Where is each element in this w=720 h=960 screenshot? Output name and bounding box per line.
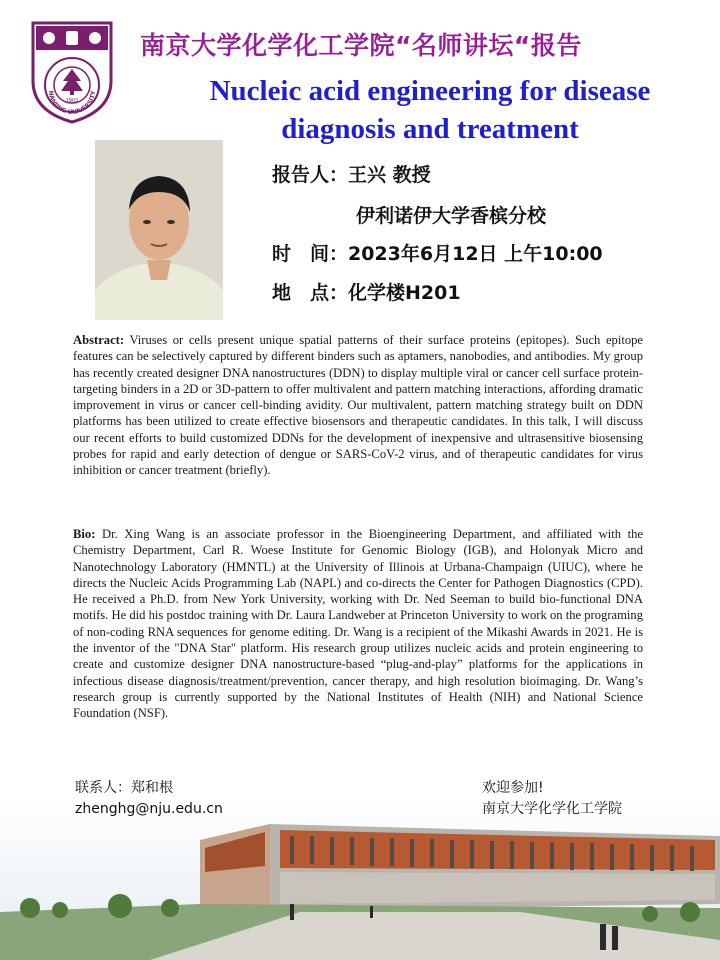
campus-building-image (0, 800, 720, 960)
speaker-label: 报告人： (272, 164, 349, 186)
speaker-row (272, 160, 431, 187)
speaker-name: 王兴 教授 (348, 164, 431, 186)
place-label: 地 点： (272, 282, 349, 304)
organizer-name: 南京大学化学化工学院 (482, 801, 622, 817)
abstract-text: Viruses or cells present unique spatial patterns of their surface proteins (epitopes). Such epitope features can be selectively captured by different binders such as aptamers, nanobodies, and antibodies. My group has recently created designer DNA nanostructures (DDN) to display multiple viral or cancer cell surface protein-targeting binders in a 2D or 3D-pattern to offer multivalent and pattern matching interactions, affording dramatic improvement in virus or cancer cell-binding avidity. Our multivalent, pattern matching strategy built on DDN platforms has been utilized to create effective biosensors and therapeutic candidates. In this talk, I will discuss our recent efforts to build customized DDNs for the development of inexpensive and ultrasensitive biosensing probes for rapid and early detection of dengue or SARS-CoV-2 virus, and of therapeutic candidates for virus inhibition or cancer treatment (briefly). (73, 333, 644, 478)
event-title-cn: 南京大学化学化工学院“名师讲坛“报告 (140, 31, 582, 60)
logo-ring-text: NANJING UNIVERSITY (46, 90, 98, 117)
speaker-photo (95, 140, 223, 320)
contact-block (75, 778, 223, 820)
time-label: 时 间： (272, 243, 349, 265)
building-illustration-icon (0, 800, 720, 960)
abstract-label: Abstract: (73, 333, 125, 347)
speaker-portrait-icon (95, 140, 223, 320)
bio-paragraph (73, 526, 643, 722)
bio-label: Bio: (73, 527, 96, 541)
talk-title (180, 72, 680, 148)
bio-text: Dr. Xing Wang is an associate professor in the Bioengineering Department, and affiliated with the Chemistry Department, Carl R. Woese Institute for Genomic Biology (IGB), and Holonyak Micro and Nanotechnology Laboratory (HMNTL) at the University of Illinois at Urbana-Champaign (UIUC), where he directs the Nucleic Acids Programming Lab (NAPL) and co-directs the Center for Pathogen Diagnostics (CPD). He received a Ph.D. from New York University, working with Dr. Ned Seeman to build bio-functional DNA motifs. He did his postdoc training with Dr. Laura Landweber at Princeton University to work on the programing of non-coding RNA sequences for genome editing. Dr. Wang is a recipient of the Mikashi Awards in 2021. He is the inventor of the "DNA Star" platform. His research group utilizes nucleic acids and protein engineering to create and customize designer DNA nanostructure-based “plug-and-play” platforms for the applications in infectious disease diagnosis/treatment/prevention, cancer therapy, and high resolution bioimaging. Dr. Wang’s research group is currently supported by the National Institutes of Health (NIH) and National Science Foundation (NSF). (73, 527, 643, 721)
contact-person: 联系人：郑和根 (75, 780, 173, 796)
speaker-affiliation: 伊利诺伊大学香槟分校 (356, 205, 547, 227)
time-row (272, 239, 603, 266)
nju-seal-icon (29, 19, 115, 125)
place-row (272, 278, 461, 305)
welcome-block (482, 778, 622, 820)
university-logo (29, 19, 115, 125)
talk-title-line2: diagnosis and treatment (281, 113, 579, 145)
logo-year: 1902 (65, 98, 79, 104)
talk-title-line1: Nucleic acid engineering for disease (209, 75, 651, 107)
time-value: 2023年6月12日 上午10:00 (348, 243, 603, 265)
abstract-paragraph (73, 332, 643, 479)
place-value: 化学楼H201 (348, 282, 461, 304)
welcome-text: 欢迎参加! (482, 780, 544, 796)
contact-email[interactable]: zhenghg@nju.edu.cn (75, 801, 223, 817)
